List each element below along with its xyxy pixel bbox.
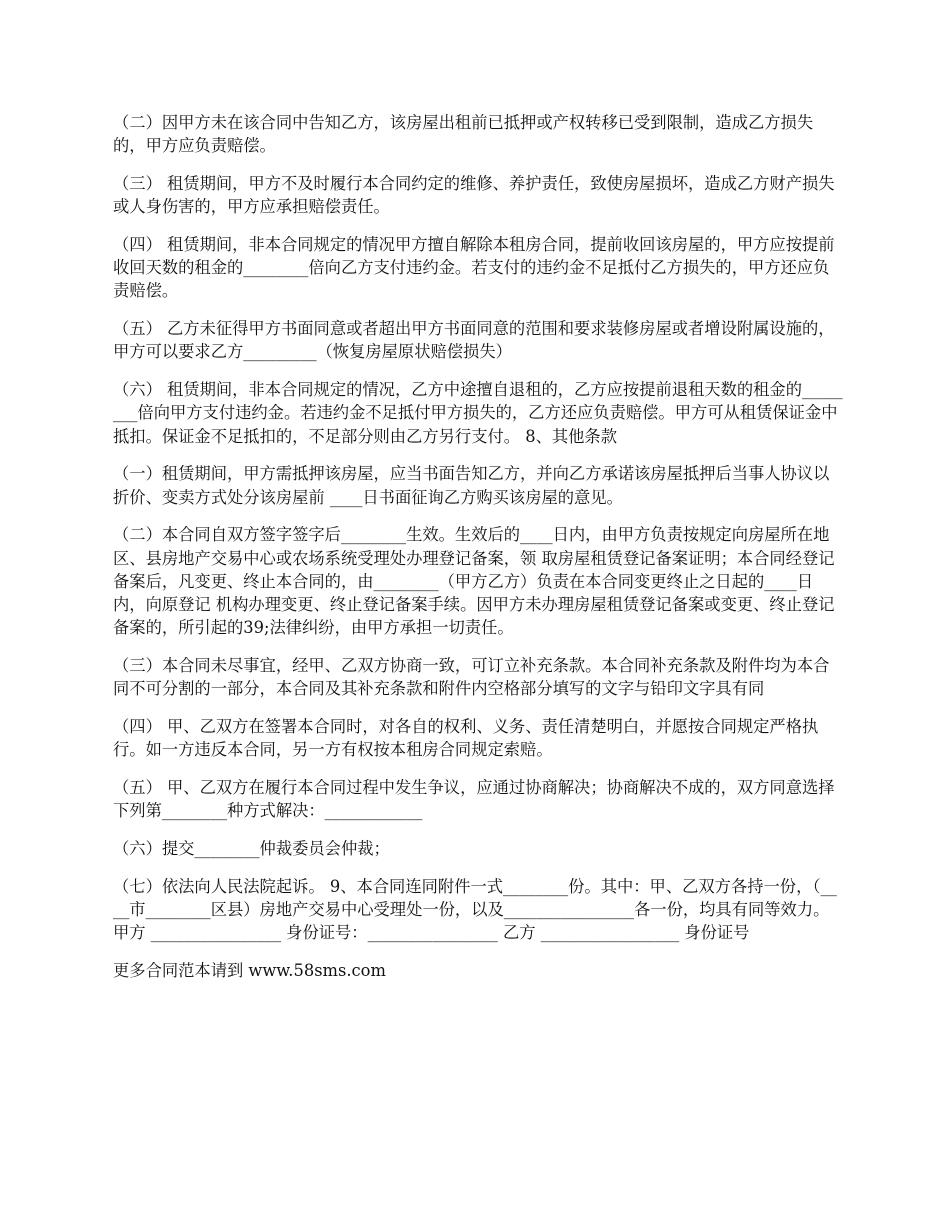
clause-2-penalty-undisclosed-mortgage: （二）因甲方未在该合同中告知乙方，该房屋出租前已抵押或产权转移已受到限制，造成乙方损失的，甲方应负责赔偿。 [113, 113, 814, 156]
other-clause-2-registration: （二）本合同自双方签字签字后________生效。生效后的____日内，由甲方负责按规定向房屋所在地区、县房地产交易中心或农场系统受理处办理登记备案，领 取房屋租赁登记备案证明；本合同经登记备案后，凡变更、终止本合同的，由________（甲方乙方）负责在本合同变更终止之日起的____日内，向原登记 机构办理变更、终止登记备案手续。因甲方未办理房屋租赁登记备案或变更、终止登记备案的，所引起的39;法律纠纷，由甲方承担一切责任。 [113, 525, 835, 638]
other-clause-7-litigation-signatures: （七）依法向人民法院起诉。 9、本合同连同附件一式________份。其中：甲、乙双方各持一份，（____市________区县）房地产交易中心受理处一份，以及________________各一份，均具有同等效力。 甲方 ________________ 身份证号：________________ 乙方 _________________ 身份证号 [113, 876, 837, 943]
clause-5-penalty-unauthorized-renovation: （五） 乙方未征得甲方书面同意或者超出甲方书面同意的范围和要求装修房屋或者增设附属设施的，甲方可以要求乙方_________（恢复房屋原状赔偿损失） [113, 319, 835, 362]
other-clause-4-rights-obligations: （四） 甲、乙双方在签署本合同时，对各自的权利、义务、责任清楚明白，并愿按合同规定严格执行。如一方违反本合同，另一方有权按本租房合同规定索赔。 [113, 717, 819, 760]
clause-4-penalty-early-termination-landlord: （四） 租赁期间，非本合同规定的情况甲方擅自解除本租房合同，提前收回该房屋的，甲方应按提前收回天数的租金的________倍向乙方支付违约金。若支付的违约金不足抵付乙方损失的，甲方还应负责赔偿。 [113, 235, 835, 301]
footer-more-templates: 更多合同范本请到 www.58sms.com [113, 961, 386, 981]
document-body [113, 111, 843, 997]
other-clause-5-dispute-resolution: （五） 甲、乙双方在履行本合同过程中发生争议，应通过协商解决；协商解决不成的，双方同意选择下列第________种方式解决：____________ [113, 778, 835, 821]
other-clause-3-supplementary: （三）本合同未尽事宜，经甲、乙双方协商一致，可订立补充条款。本合同补充条款及附件均为本合同不可分割的一部分，本合同及其补充条款和附件内空格部分填写的文字与铅印文字具有同 [113, 656, 830, 699]
clause-3-penalty-maintenance: （三） 租赁期间，甲方不及时履行本合同约定的维修、养护责任，致使房屋损坏，造成乙方财产损失或人身伤害的，甲方应承担赔偿责任。 [113, 174, 835, 217]
other-clause-6-arbitration: （六）提交________仲裁委员会仲裁； [113, 839, 390, 859]
other-clause-1-mortgage: （一）租赁期间，甲方需抵押该房屋，应当书面告知乙方，并向乙方承诺该房屋抵押后当事人协议以折价、变卖方式处分该房屋前 ____日书面征询乙方购买该房屋的意见。 [113, 464, 830, 507]
clause-6-penalty-early-termination-tenant: （六） 租赁期间，非本合同规定的情况，乙方中途擅自退租的，乙方应按提前退租天数的租金的________倍向甲方支付违约金。若违约金不足抵付甲方损失的，乙方还应负责赔偿。甲方可从租赁保证金中抵扣。保证金不足抵扣的，不足部分则由乙方另行支付。 8、其他条款 [113, 380, 843, 446]
